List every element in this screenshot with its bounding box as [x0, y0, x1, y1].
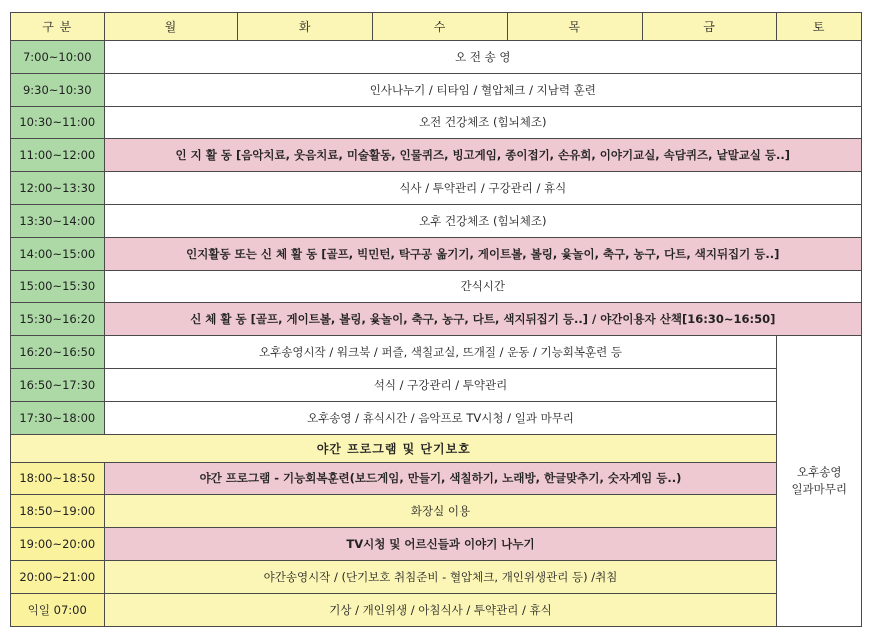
time-cell: 16:50~17:30: [11, 368, 105, 401]
header-category: 구 분: [11, 13, 105, 41]
schedule-row: [11, 462, 862, 495]
activity-cell: 오후송영시작 / 워크북 / 퍼즐, 색칠교실, 뜨개질 / 운동 / 기능회복훈련 등: [104, 336, 777, 369]
header-row: [11, 13, 862, 41]
time-cell: 15:00~15:30: [11, 270, 105, 303]
schedule-row: [11, 560, 862, 593]
activity-cell: 오전 건강체조 (힘뇌체조): [104, 106, 861, 139]
activity-cell-highlight: 인지활동 또는 신 체 활 동 [골프, 빅민턴, 탁구공 옮기기, 게이트볼, 볼링, 윷놀이, 축구, 농구, 다트, 색지뒤집기 등..]: [104, 237, 861, 270]
schedule-row: [11, 593, 862, 626]
time-cell: 20:00~21:00: [11, 560, 105, 593]
time-cell: 18:00~18:50: [11, 462, 105, 495]
night-band-row: [11, 434, 862, 462]
header-day-fri: 금: [642, 13, 777, 41]
schedule-row: [11, 495, 862, 528]
activity-cell-highlight: 인 지 활 동 [음악치료, 웃음치료, 미술활동, 인물퀴즈, 빙고게임, 종이접기, 손유희, 이야기교실, 속담퀴즈, 낱말교실 등..]: [104, 139, 861, 172]
header-day-thu: 목: [507, 13, 642, 41]
header-day-sat: 토: [777, 13, 862, 41]
schedule-wrapper: [10, 12, 862, 627]
activity-cell: 오후송영 / 휴식시간 / 음악프로 TV시청 / 일과 마무리: [104, 401, 777, 434]
activity-cell-highlight: 신 체 활 동 [골프, 게이트볼, 볼링, 윷놀이, 축구, 농구, 다트, 색지뒤집기 등..] / 야간이용자 산책[16:30~16:50]: [104, 303, 861, 336]
schedule-row: [11, 270, 862, 303]
schedule-row: [11, 139, 862, 172]
activity-cell: 기상 / 개인위생 / 아침식사 / 투약관리 / 휴식: [104, 593, 777, 626]
time-cell: 11:00~12:00: [11, 139, 105, 172]
schedule-row: [11, 528, 862, 561]
activity-cell: 화장실 이용: [104, 495, 777, 528]
time-cell: 19:00~20:00: [11, 528, 105, 561]
time-cell: 13:30~14:00: [11, 204, 105, 237]
schedule-row: [11, 401, 862, 434]
activity-cell: 간식시간: [104, 270, 861, 303]
schedule-row: [11, 303, 862, 336]
time-cell: 17:30~18:00: [11, 401, 105, 434]
activity-cell: 오 전 송 영: [104, 41, 861, 74]
schedule-row: [11, 172, 862, 205]
header-day-mon: 월: [104, 13, 238, 41]
schedule-row: [11, 204, 862, 237]
schedule-row: [11, 73, 862, 106]
header-day-tue: 화: [238, 13, 373, 41]
time-cell: 15:30~16:20: [11, 303, 105, 336]
time-cell: 익일 07:00: [11, 593, 105, 626]
saturday-note-line-1: 오후송영: [797, 464, 842, 479]
schedule-row: [11, 336, 862, 369]
time-cell: 12:00~13:30: [11, 172, 105, 205]
schedule-row: [11, 41, 862, 74]
time-cell: 16:20~16:50: [11, 336, 105, 369]
saturday-note-cell: [777, 336, 862, 626]
time-cell: 9:30~10:30: [11, 73, 105, 106]
night-program-band: 야간 프로그램 및 단기보호: [11, 434, 777, 462]
schedule-row: [11, 106, 862, 139]
activity-cell: 인사나누기 / 티타임 / 혈압체크 / 지남력 훈련: [104, 73, 861, 106]
header-day-wed: 수: [373, 13, 508, 41]
weekly-schedule-table: [10, 12, 862, 627]
activity-cell: 야간송영시작 / (단기보호 취침준비 - 혈압체크, 개인위생관리 등) /취침: [104, 560, 777, 593]
activity-cell: 오후 건강체조 (힘뇌체조): [104, 204, 861, 237]
activity-cell-highlight: 야간 프로그램 - 기능회복훈련(보드게임, 만들기, 색칠하기, 노래방, 한글맞추기, 숫자게임 등..): [104, 462, 777, 495]
time-cell: 10:30~11:00: [11, 106, 105, 139]
schedule-row: [11, 368, 862, 401]
activity-cell: 석식 / 구강관리 / 투약관리: [104, 368, 777, 401]
time-cell: 14:00~15:00: [11, 237, 105, 270]
activity-cell-highlight: TV시청 및 어르신들과 이야기 나누기: [104, 528, 777, 561]
time-cell: 18:50~19:00: [11, 495, 105, 528]
time-cell: 7:00~10:00: [11, 41, 105, 74]
schedule-row: [11, 237, 862, 270]
saturday-note-line-2: 일과마무리: [791, 481, 847, 496]
activity-cell: 식사 / 투약관리 / 구강관리 / 휴식: [104, 172, 861, 205]
